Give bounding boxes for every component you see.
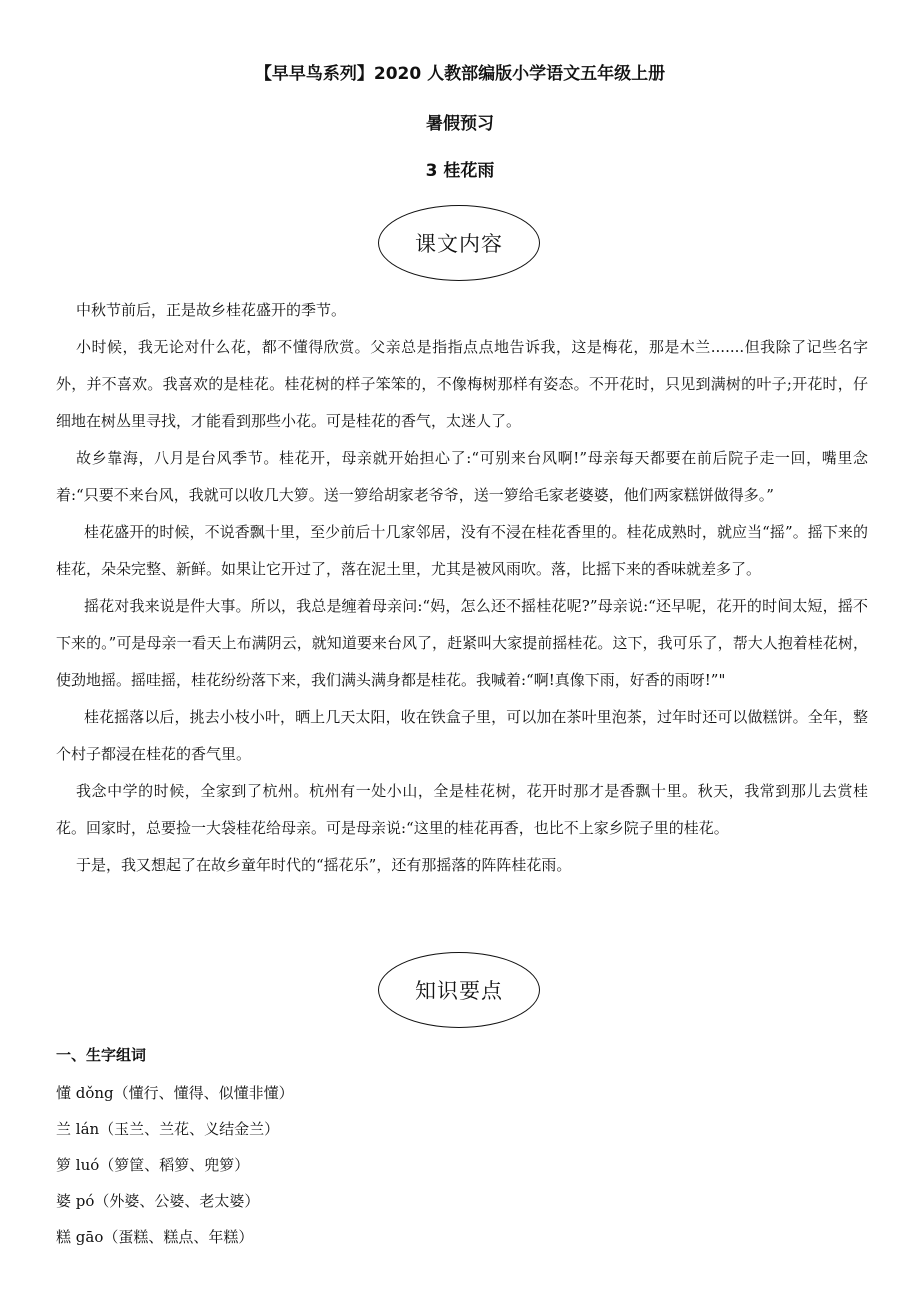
document-title: 【早早鸟系列】2020 人教部编版小学语文五年级上册: [254, 64, 666, 84]
article-paragraph: 桂花摇落以后，挑去小枝小叶，晒上几天太阳，收在铁盒子里，可以加在茶叶里泡茶，过年时还可以做糕饼。全年，整个村子都浸在桂花的香气里。: [56, 708, 868, 763]
article-paragraph: 于是，我又想起了在故乡童年时代的“摇花乐”，还有那摇落的阵阵桂花雨。: [76, 856, 572, 874]
vocab-item: 箩 luó（箩筐、稻箩、兜箩）: [56, 1156, 250, 1174]
vocab-item: 兰 lán（玉兰、兰花、义结金兰）: [56, 1120, 280, 1138]
vocab-item: 糕 gāo（蛋糕、糕点、年糕）: [56, 1228, 254, 1246]
section-heading-text-content: 课文内容: [378, 205, 540, 281]
document-subtitle: 暑假预习: [426, 114, 494, 134]
section-heading-key-points: 知识要点: [378, 952, 540, 1028]
lesson-title: 3 桂花雨: [425, 161, 495, 181]
article-paragraph: 故乡靠海，八月是台风季节。桂花开，母亲就开始担心了:“可别来台风啊!”母亲每天都要在前后院子走一回，嘴里念着:“只要不来台风，我就可以收几大箩。送一箩给胡家老爷爷，送一箩给毛家老婆婆，他们两家糕饼做得多。”: [56, 449, 868, 504]
article-body: [56, 292, 868, 884]
article-paragraph: 中秋节前后，正是故乡桂花盛开的季节。: [76, 301, 347, 319]
vocab-list: [56, 1075, 868, 1255]
vocab-item: 懂 dǒng（懂行、懂得、似懂非懂）: [56, 1084, 294, 1102]
vocab-item: 婆 pó（外婆、公婆、老太婆）: [56, 1192, 260, 1210]
article-paragraph: 小时候，我无论对什么花，都不懂得欣赏。父亲总是指指点点地告诉我，这是梅花，那是木兰.......但我除了记些名字外，并不喜欢。我喜欢的是桂花。桂花树的样子笨笨的，不像梅树那样有姿态。不开花时，只见到满树的叶子;开花时，仔细地在树丛里寻找，才能看到那些小花。可是桂花的香气，太迷人了。: [56, 338, 868, 430]
article-paragraph: 我念中学的时候，全家到了杭州。杭州有一处小山，全是桂花树，花开时那才是香飘十里。秋天，我常到那儿去赏桂花。回家时，总要捡一大袋桂花给母亲。可是母亲说:“这里的桂花再香，也比不上家乡院子里的桂花。: [56, 782, 868, 837]
article-paragraph: 桂花盛开的时候，不说香飘十里，至少前后十几家邻居，没有不浸在桂花香里的。桂花成熟时，就应当“摇”。摇下来的桂花，朵朵完整、新鲜。如果让它开过了，落在泥土里，尤其是被风雨吹。落，比摇下来的香味就差多了。: [56, 523, 868, 578]
article-paragraph: 摇花对我来说是件大事。所以，我总是缠着母亲问:“妈，怎么还不摇桂花呢?”母亲说:“还早呢，花开的时间太短，摇不下来的。”可是母亲一看天上布满阴云，就知道要来台风了，赶紧叫大家提前摇桂花。这下，我可乐了，帮大人抱着桂花树，使劲地摇。摇哇摇，桂花纷纷落下来，我们满头满身都是桂花。我喊着:“啊!真像下雨，好香的雨呀!”": [56, 597, 868, 689]
vocab-heading: 一、生字组词: [56, 1046, 147, 1064]
vocab-section: [56, 1040, 868, 1255]
